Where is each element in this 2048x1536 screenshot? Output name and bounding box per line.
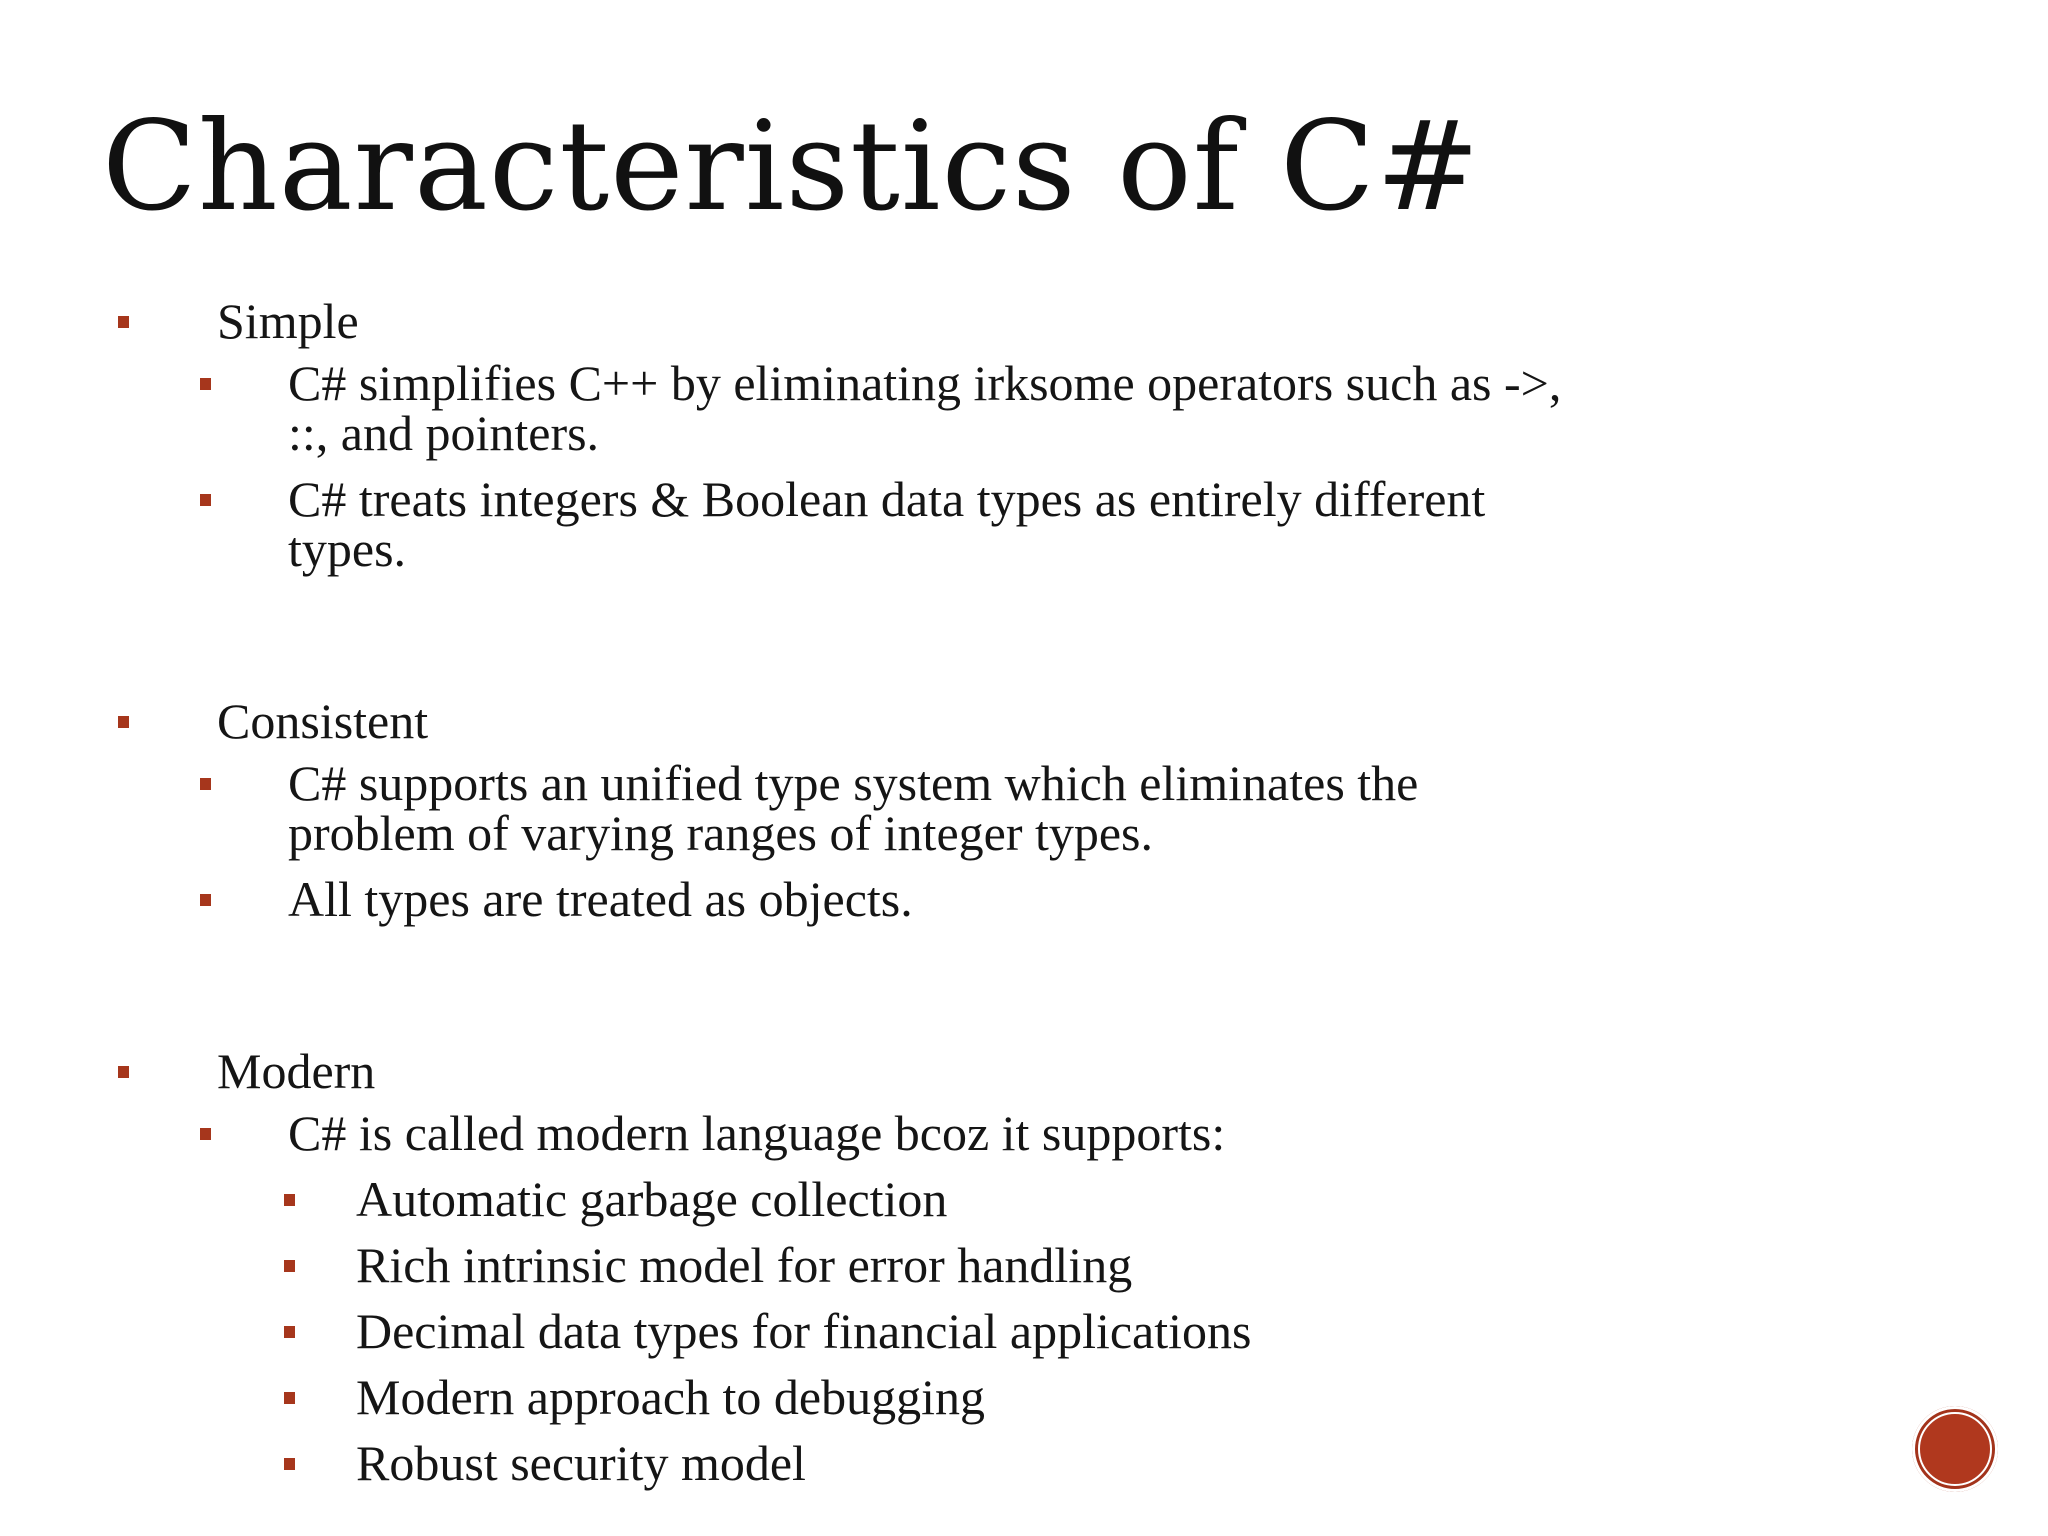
list-item-line: ::, and pointers. [288,405,600,461]
sub-list-item: Robust security model [356,1435,806,1491]
section-heading-modern: Modern [217,1043,376,1099]
list-item-line: problem of varying ranges of integer types. [288,805,1154,861]
bullet-icon [200,894,211,906]
list-item-line: All types are treated as objects. [288,871,913,927]
bullet-icon [200,378,211,390]
bullet-icon [118,316,129,328]
bullet-icon [200,778,211,790]
sub-list-item: Modern approach to debugging [356,1369,986,1425]
list-item-line: C# is called modern language bcoz it supports: [288,1105,1226,1161]
sub-list-item: Rich intrinsic model for error handling [356,1237,1133,1293]
bullet-icon [200,494,211,506]
sub-list-item: Decimal data types for financial applications [356,1303,1252,1359]
bullet-icon [284,1458,295,1470]
bullet-icon [118,716,129,728]
bullet-icon [284,1326,295,1338]
sub-list-item: Automatic garbage collection [356,1171,948,1227]
list-item-line: C# simplifies C++ by eliminating irksome operators such as ->, [288,355,1562,411]
bullet-icon [284,1392,295,1404]
slide-badge-icon [1912,1406,1998,1492]
bullet-icon [118,1066,129,1078]
list-item-line: types. [288,521,407,577]
slide-title: Characteristics of C# [102,95,1481,239]
badge-ring [1918,1412,1992,1486]
bullet-icon [284,1260,295,1272]
bullet-icon [200,1128,211,1140]
list-item-line: C# treats integers & Boolean data types as entirely different [288,471,1486,527]
section-heading-consistent: Consistent [217,693,429,749]
section-heading-simple: Simple [217,293,359,349]
bullet-icon [284,1194,295,1206]
list-item-line: C# supports an unified type system which eliminates the [288,755,1419,811]
